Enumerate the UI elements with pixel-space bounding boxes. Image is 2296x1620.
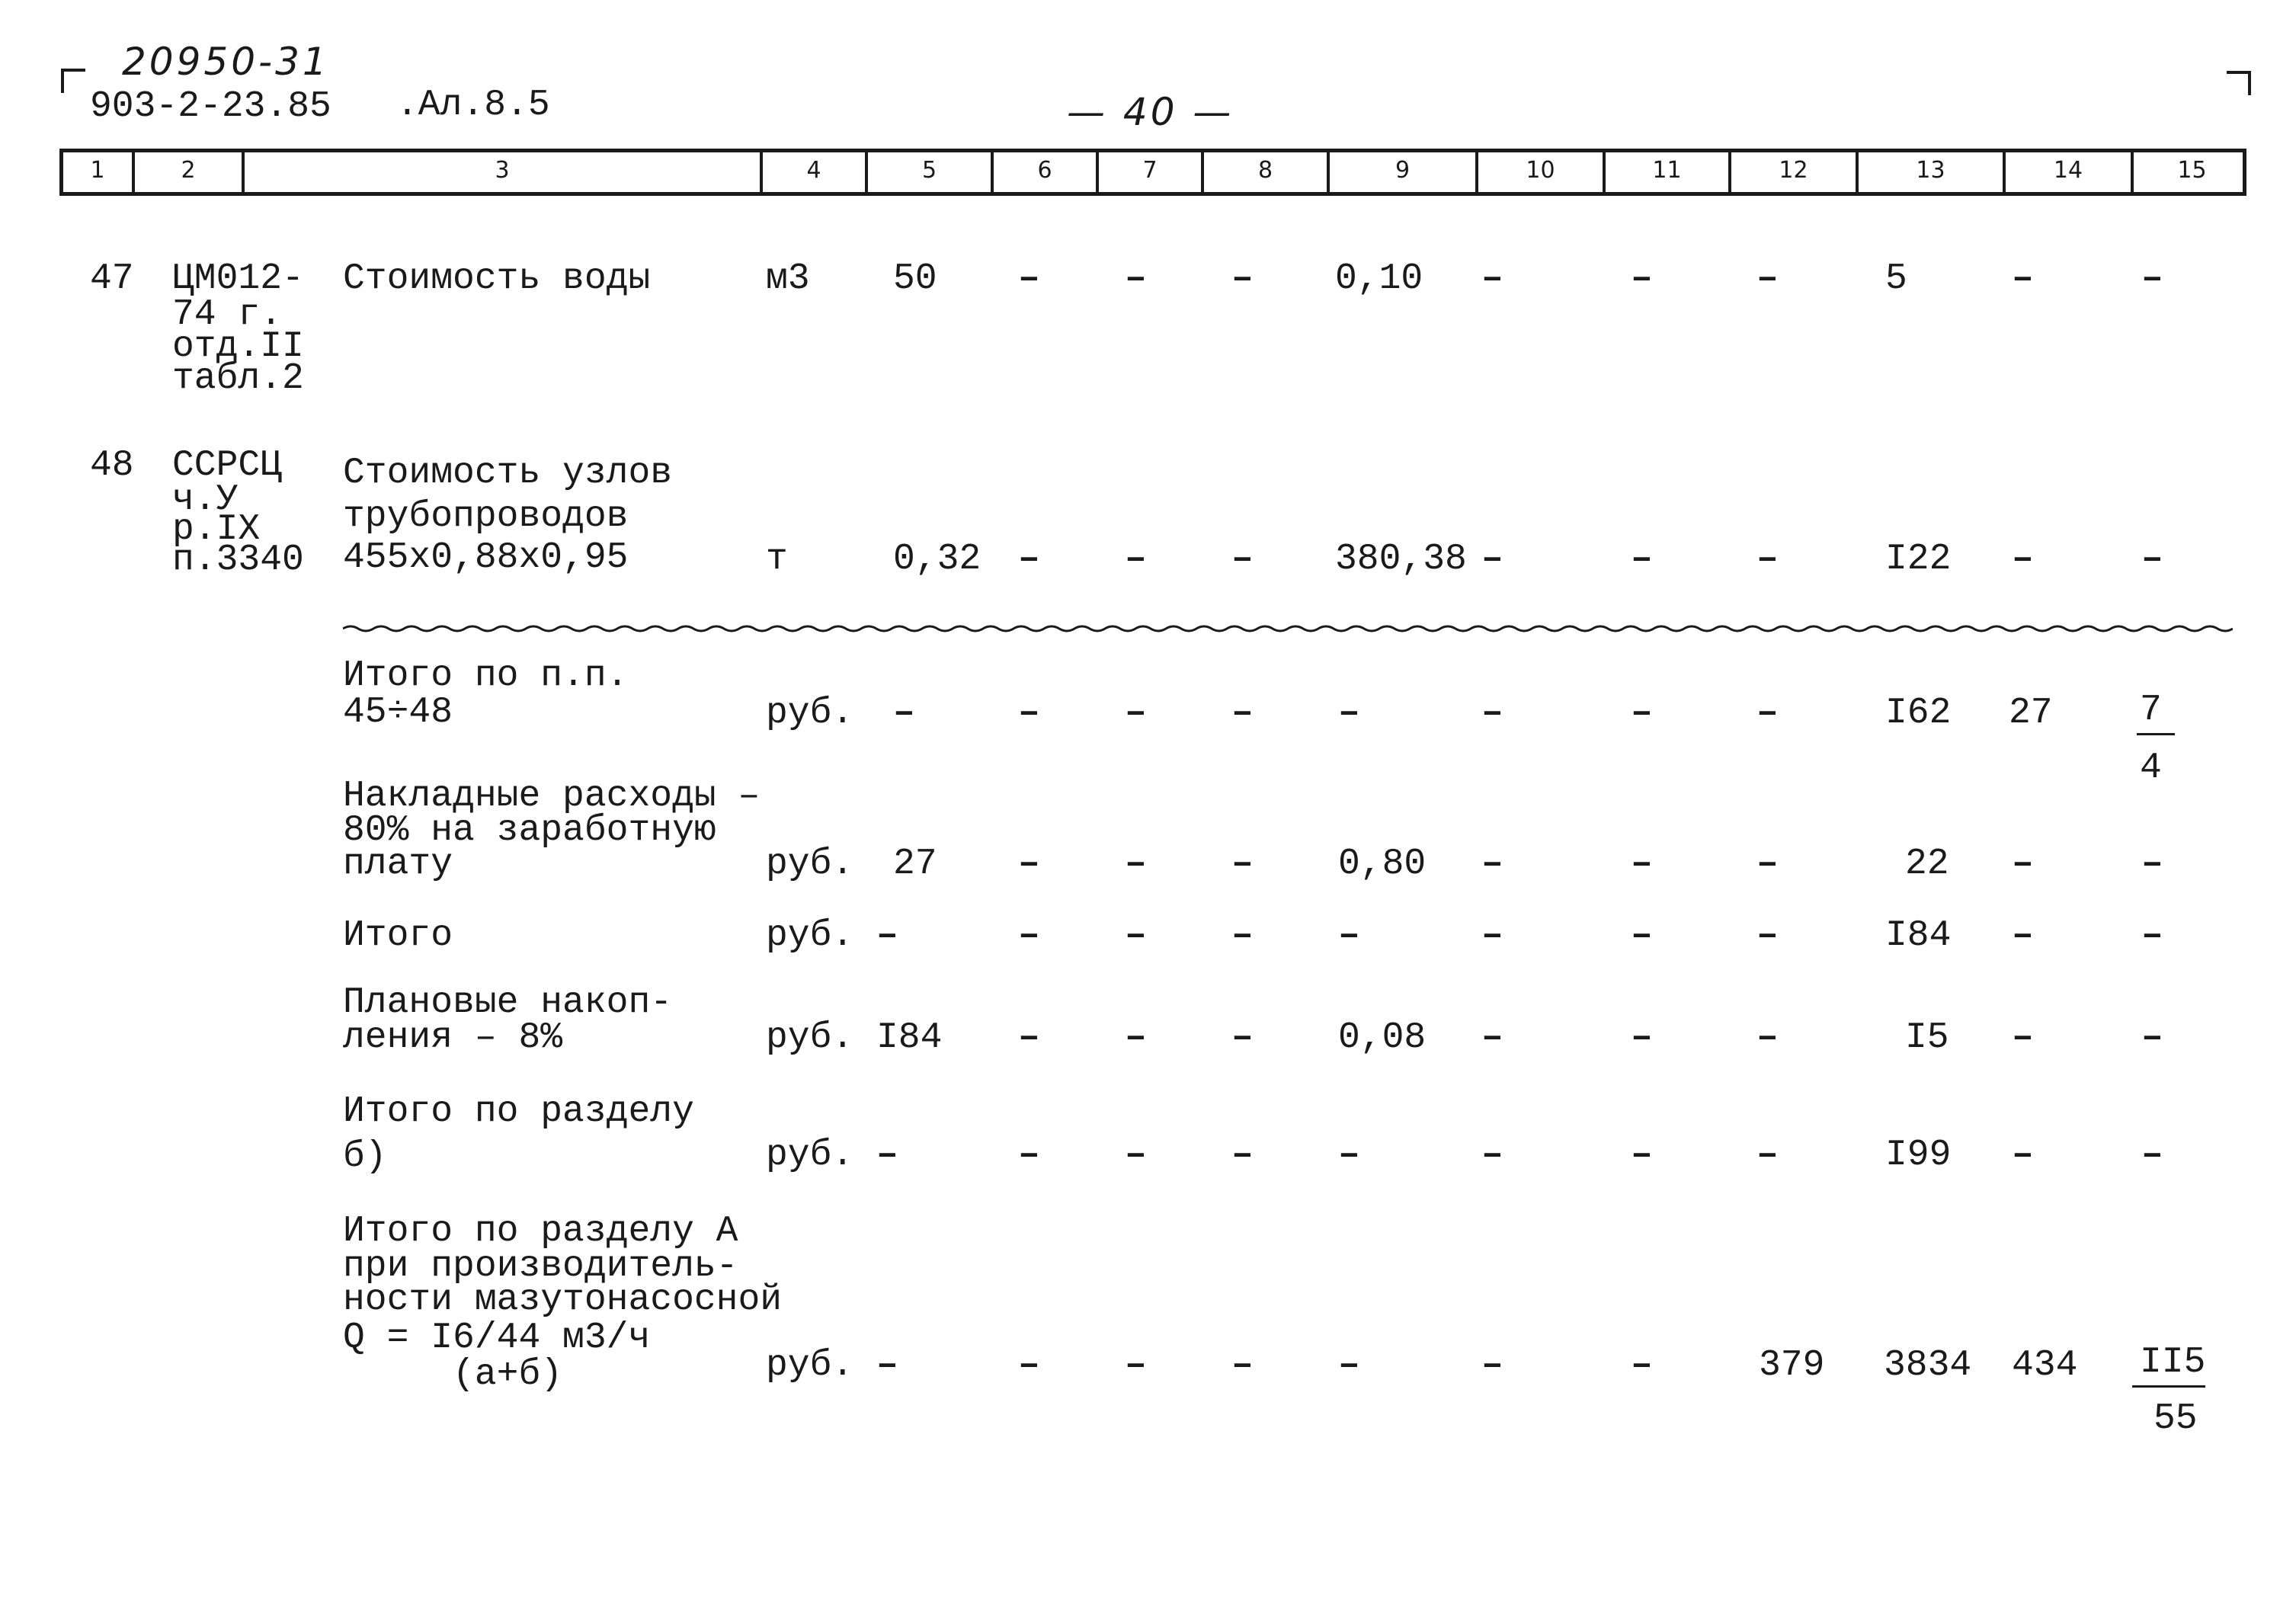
description-line: Плановые накоп- — [343, 982, 673, 1023]
section-a-total-col9: – — [1338, 1345, 1360, 1386]
row-47-col10: – — [1481, 258, 1503, 299]
row-47-number: 47 — [90, 258, 134, 299]
planned-savings-col7: – — [1125, 1017, 1147, 1058]
row-47-description: Стоимость воды — [343, 258, 651, 299]
section-a-total-description — [343, 1211, 783, 1395]
description-line: 80% на заработную — [343, 810, 716, 851]
planned-savings-description — [343, 982, 673, 1058]
total-items-45-48-col14: 27 — [2009, 693, 2053, 734]
subtotal-unit: руб. — [766, 915, 854, 956]
overhead-col12: – — [1756, 844, 1779, 885]
description-line: трубопроводов — [343, 496, 629, 537]
description-line: ности мазутонасосной — [343, 1279, 783, 1321]
section-a-total-unit: руб. — [766, 1345, 854, 1386]
corner-mark-top-right — [2227, 71, 2251, 95]
section-a-total-col15-top: II5 — [2140, 1342, 2206, 1383]
total-items-45-48-col7: – — [1125, 693, 1147, 734]
description-line: Итого по п.п. — [343, 655, 629, 696]
description-line: Q = I6/44 м3/ч — [343, 1317, 651, 1359]
description-line: ления – 8% — [343, 1017, 563, 1058]
subtotal-col10: – — [1481, 915, 1503, 956]
row-47-col15: – — [2141, 258, 2163, 299]
overhead-col10: – — [1481, 844, 1503, 885]
description-line: при производитель- — [343, 1246, 738, 1287]
header-col-label: 9 — [1395, 157, 1411, 184]
total-items-45-48-col6: – — [1018, 693, 1040, 734]
planned-savings-col6: – — [1018, 1017, 1040, 1058]
reference-line: ССРСЦ — [172, 445, 283, 486]
description-line: Итого по разделу — [343, 1091, 694, 1132]
description-line: 455х0,88х0,95 — [343, 537, 629, 578]
description-line: Итого по разделу А — [343, 1211, 738, 1252]
total-items-45-48-col10: – — [1481, 693, 1503, 734]
subtotal-col13: I84 — [1885, 915, 1952, 956]
overhead-col14: – — [2012, 844, 2034, 885]
overhead-unit: руб. — [766, 844, 854, 885]
row-48-col11: – — [1631, 539, 1653, 580]
section-a-total-col10: – — [1481, 1345, 1503, 1386]
section-b-total-unit: руб. — [766, 1135, 854, 1176]
section-a-total-col11: – — [1631, 1345, 1653, 1386]
row-48-col13: I22 — [1885, 539, 1952, 580]
fraction-line — [2132, 1385, 2205, 1388]
overhead-col15: – — [2141, 844, 2163, 885]
overhead-col11: – — [1631, 844, 1653, 885]
header-col-label: 2 — [181, 157, 196, 184]
description-line: Накладные расходы – — [343, 776, 761, 817]
header-col-label: 14 — [2053, 157, 2083, 184]
section-b-total-col6: – — [1018, 1135, 1040, 1176]
description-line: б) — [343, 1136, 387, 1177]
row-47-col14: – — [2012, 258, 2034, 299]
overhead-col5: 27 — [893, 844, 937, 885]
header-col-11 — [1603, 152, 1728, 192]
section-a-total-col7: – — [1125, 1345, 1147, 1386]
section-a-total-col8: – — [1231, 1345, 1254, 1386]
header-col-12 — [1728, 152, 1856, 192]
header-col-label: 13 — [1916, 157, 1945, 184]
description-line: плату — [343, 844, 453, 885]
row-47-col13: 5 — [1885, 258, 1907, 299]
section-b-total-col8: – — [1231, 1135, 1254, 1176]
total-items-45-48-col8: – — [1231, 693, 1254, 734]
total-items-45-48-col9: – — [1338, 693, 1360, 734]
subtotal-col6: – — [1018, 915, 1040, 956]
reference-line: табл.2 — [172, 358, 304, 399]
planned-savings-col15: – — [2141, 1017, 2163, 1058]
header-col-label: 12 — [1779, 157, 1808, 184]
overhead-description — [343, 776, 761, 885]
row-47-col5: 50 — [893, 258, 937, 299]
header-col-9 — [1327, 152, 1475, 192]
header-col-10 — [1475, 152, 1603, 192]
row-48-col6: – — [1018, 539, 1040, 580]
overhead-col7: – — [1125, 844, 1147, 885]
subtotal-col12: – — [1756, 915, 1779, 956]
row-48-col10: – — [1481, 539, 1503, 580]
header-col-3 — [242, 152, 760, 192]
corner-mark-top-left — [61, 69, 85, 93]
section-b-total-col12: – — [1756, 1135, 1779, 1176]
section-b-total-col13: I99 — [1885, 1135, 1952, 1176]
row-48-col8: – — [1231, 539, 1254, 580]
subtotal-col9: – — [1338, 915, 1360, 956]
total-items-45-48-col5: – — [893, 693, 915, 734]
fraction-line — [2137, 733, 2175, 735]
row-47-unit: м3 — [766, 258, 810, 299]
header-col-14 — [2003, 152, 2131, 192]
section-a-total-col6: – — [1018, 1345, 1040, 1386]
handwritten-code: 20950-31 — [122, 40, 330, 84]
total-items-45-48-description — [343, 655, 629, 733]
reference-line: р.IX — [172, 509, 261, 550]
header-col-13 — [1856, 152, 2003, 192]
row-47-col12: – — [1756, 258, 1779, 299]
planned-savings-col8: – — [1231, 1017, 1254, 1058]
section-b-total-description — [343, 1088, 694, 1178]
description-line: Стоимость узлов — [343, 453, 673, 494]
section-a-total-col14: 434 — [2012, 1345, 2078, 1386]
subtotal-description: Итого — [343, 915, 453, 956]
planned-savings-col10: – — [1481, 1017, 1503, 1058]
album-label: .Ал.8.5 — [396, 85, 550, 126]
header-col-label: 8 — [1257, 157, 1273, 184]
row-47-col8: – — [1231, 258, 1254, 299]
reference-line: 74 г. — [172, 294, 283, 335]
subtotal-col5: – — [876, 915, 898, 956]
header-col-15 — [2131, 152, 2250, 192]
section-a-total-col12: 379 — [1759, 1345, 1825, 1386]
header-col-6 — [991, 152, 1096, 192]
subtotal-col11: – — [1631, 915, 1653, 956]
subtotal-col14: – — [2012, 915, 2034, 956]
overhead-col9: 0,80 — [1338, 844, 1427, 885]
project-code: 903-2-23.85 — [90, 86, 331, 127]
section-b-total-col5: – — [876, 1135, 898, 1176]
wavy-separator — [343, 623, 2233, 634]
header-col-label: 5 — [921, 157, 937, 184]
planned-savings-col11: – — [1631, 1017, 1653, 1058]
header-col-2 — [132, 152, 242, 192]
planned-savings-col5: I84 — [876, 1017, 943, 1058]
row-48-reference — [172, 445, 304, 581]
overhead-col6: – — [1018, 844, 1040, 885]
planned-savings-unit: руб. — [766, 1017, 854, 1058]
section-a-total-col5: – — [876, 1345, 898, 1386]
section-b-total-col11: – — [1631, 1135, 1653, 1176]
row-48-number: 48 — [90, 445, 134, 486]
section-b-total-col14: – — [2012, 1135, 2034, 1176]
total-items-45-48-col12: – — [1756, 693, 1779, 734]
total-items-45-48-unit: руб. — [766, 693, 854, 734]
header-col-label: 11 — [1652, 157, 1682, 184]
row-47-col6: – — [1018, 258, 1040, 299]
row-47-col9: 0,10 — [1335, 258, 1423, 299]
total-items-45-48-col15-top: 7 — [2140, 690, 2162, 731]
header-col-label: 10 — [1526, 157, 1555, 184]
section-a-total-col15-bottom: 55 — [2154, 1398, 2198, 1439]
row-48-col15: – — [2141, 539, 2163, 580]
planned-savings-col9: 0,08 — [1338, 1017, 1427, 1058]
row-48-col7: – — [1125, 539, 1147, 580]
header-col-5 — [865, 152, 991, 192]
column-header-strip — [59, 149, 2246, 196]
reference-line: ЦМ012- — [172, 258, 304, 299]
overhead-col13: 22 — [1905, 844, 1949, 885]
description-line: (а+б) — [343, 1354, 563, 1395]
total-items-45-48-col13: I62 — [1885, 693, 1952, 734]
header-col-4 — [760, 152, 865, 192]
section-b-total-col15: – — [2141, 1135, 2163, 1176]
header-col-7 — [1096, 152, 1201, 192]
total-items-45-48-col15-bottom: 4 — [2140, 748, 2162, 789]
section-b-total-col9: – — [1338, 1135, 1360, 1176]
header-col-8 — [1201, 152, 1327, 192]
section-a-total-col13: 3834 — [1884, 1345, 1972, 1386]
row-48-col5: 0,32 — [893, 539, 981, 580]
reference-line: ч.У — [172, 479, 239, 520]
row-48-col14: – — [2012, 539, 2034, 580]
row-47-col7: – — [1125, 258, 1147, 299]
planned-savings-col13: I5 — [1905, 1017, 1949, 1058]
header-col-label: 1 — [90, 157, 105, 184]
reference-line: отд.II — [172, 326, 304, 367]
subtotal-col15: – — [2141, 915, 2163, 956]
subtotal-col8: – — [1231, 915, 1254, 956]
row-48-col9: 380,38 — [1335, 539, 1467, 580]
subtotal-col7: – — [1125, 915, 1147, 956]
overhead-col8: – — [1231, 844, 1254, 885]
section-b-total-col7: – — [1125, 1135, 1147, 1176]
header-col-label: 15 — [2177, 157, 2207, 184]
header-col-label: 4 — [806, 157, 821, 184]
total-items-45-48-col11: – — [1631, 693, 1653, 734]
description-line: 45÷48 — [343, 692, 453, 733]
row-47-col11: – — [1631, 258, 1653, 299]
reference-line: п.3340 — [172, 539, 304, 581]
planned-savings-col14: – — [2012, 1017, 2034, 1058]
row-48-description — [343, 451, 672, 578]
row-48-col12: – — [1756, 539, 1779, 580]
header-col-label: 6 — [1037, 157, 1052, 184]
header-col-1 — [63, 152, 132, 192]
section-b-total-col10: – — [1481, 1135, 1503, 1176]
planned-savings-col12: – — [1756, 1017, 1779, 1058]
header-col-label: 7 — [1142, 157, 1158, 184]
page-number: — 40 — — [1067, 90, 1234, 134]
row-47-reference — [172, 258, 304, 399]
header-col-label: 3 — [495, 157, 510, 184]
row-48-unit: т — [766, 539, 788, 580]
